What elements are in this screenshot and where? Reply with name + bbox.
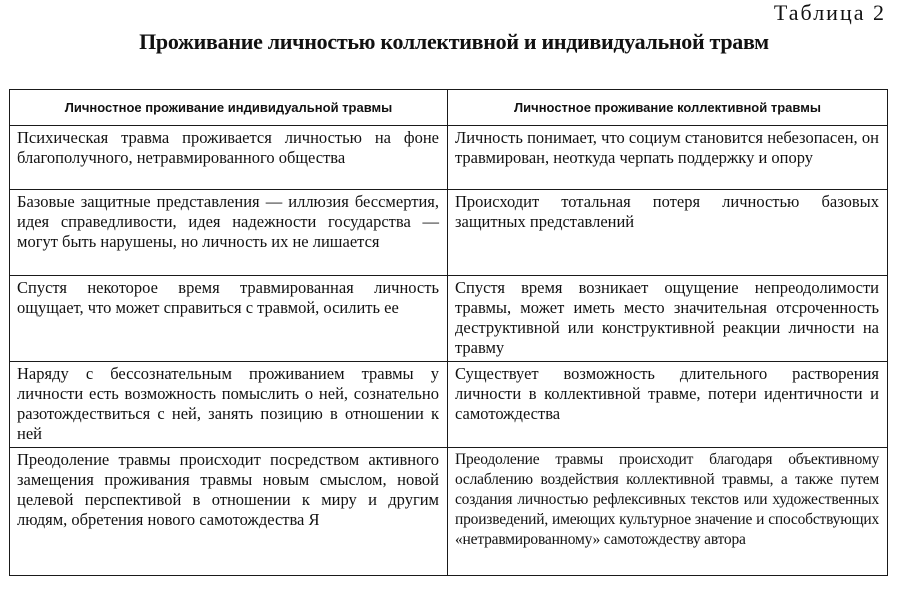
- column-header-individual: Личностное проживание индивидуальной травмы: [10, 90, 448, 126]
- table-row: [10, 190, 888, 276]
- table-row: [10, 362, 888, 448]
- table-cell-collective: Спустя время возникает ощущение непреодолимости травмы, может иметь место значительная отсроченность деструктивной или конструктивной реакции личности на травму: [448, 276, 888, 362]
- table-cell-collective: Преодоление травмы происходит благодаря объективному ослаблению воздействия коллективной травмы, а также путем создания личностью рефлексивных текстов или художественных произведений, имеющих культурное значение и способствующих «нетравмированному» самотождеству автора: [448, 448, 888, 576]
- table-number: Таблица 2: [773, 0, 886, 25]
- table-header-row: [10, 90, 888, 126]
- column-header-collective: Личностное проживание коллективной травмы: [448, 90, 888, 126]
- table-cell-individual: Наряду с бессознательным проживанием травмы у личности есть возможность помыслить о ней, сознательно разотождествиться с ней, занять позицию в отношении к ней: [10, 362, 448, 448]
- table-row: [10, 448, 888, 576]
- comparison-table: [9, 89, 888, 576]
- table-cell-collective: Личность понимает, что социум становится небезопасен, он травмирован, неоткуда черпать поддержку и опору: [448, 126, 888, 190]
- table-cell-individual: Психическая травма проживается личностью на фоне благополучного, нетравмированного общества: [10, 126, 448, 190]
- table-title: Проживание личностью коллективной и индивидуальной травм: [139, 29, 769, 54]
- table-row: [10, 276, 888, 362]
- table-row: [10, 126, 888, 190]
- table-cell-individual: Преодоление травмы происходит посредством активного замещения проживания травмы новым смыслом, новой целевой перспективой в отношении к миру и другим людям, обретения нового самотождества Я: [10, 448, 448, 576]
- table-cell-individual: Базовые защитные представления — иллюзия бессмертия, идея справедливости, идея надежности государства — могут быть нарушены, но личность их не лишается: [10, 190, 448, 276]
- table-cell-collective: Происходит тотальная потеря личностью базовых защитных представлений: [448, 190, 888, 276]
- table-cell-individual: Спустя некоторое время травмированная личность ощущает, что может справиться с травмой, осилить ее: [10, 276, 448, 362]
- table-cell-collective: Существует возможность длительного растворения личности в коллективной травме, потери идентичности и самотождества: [448, 362, 888, 448]
